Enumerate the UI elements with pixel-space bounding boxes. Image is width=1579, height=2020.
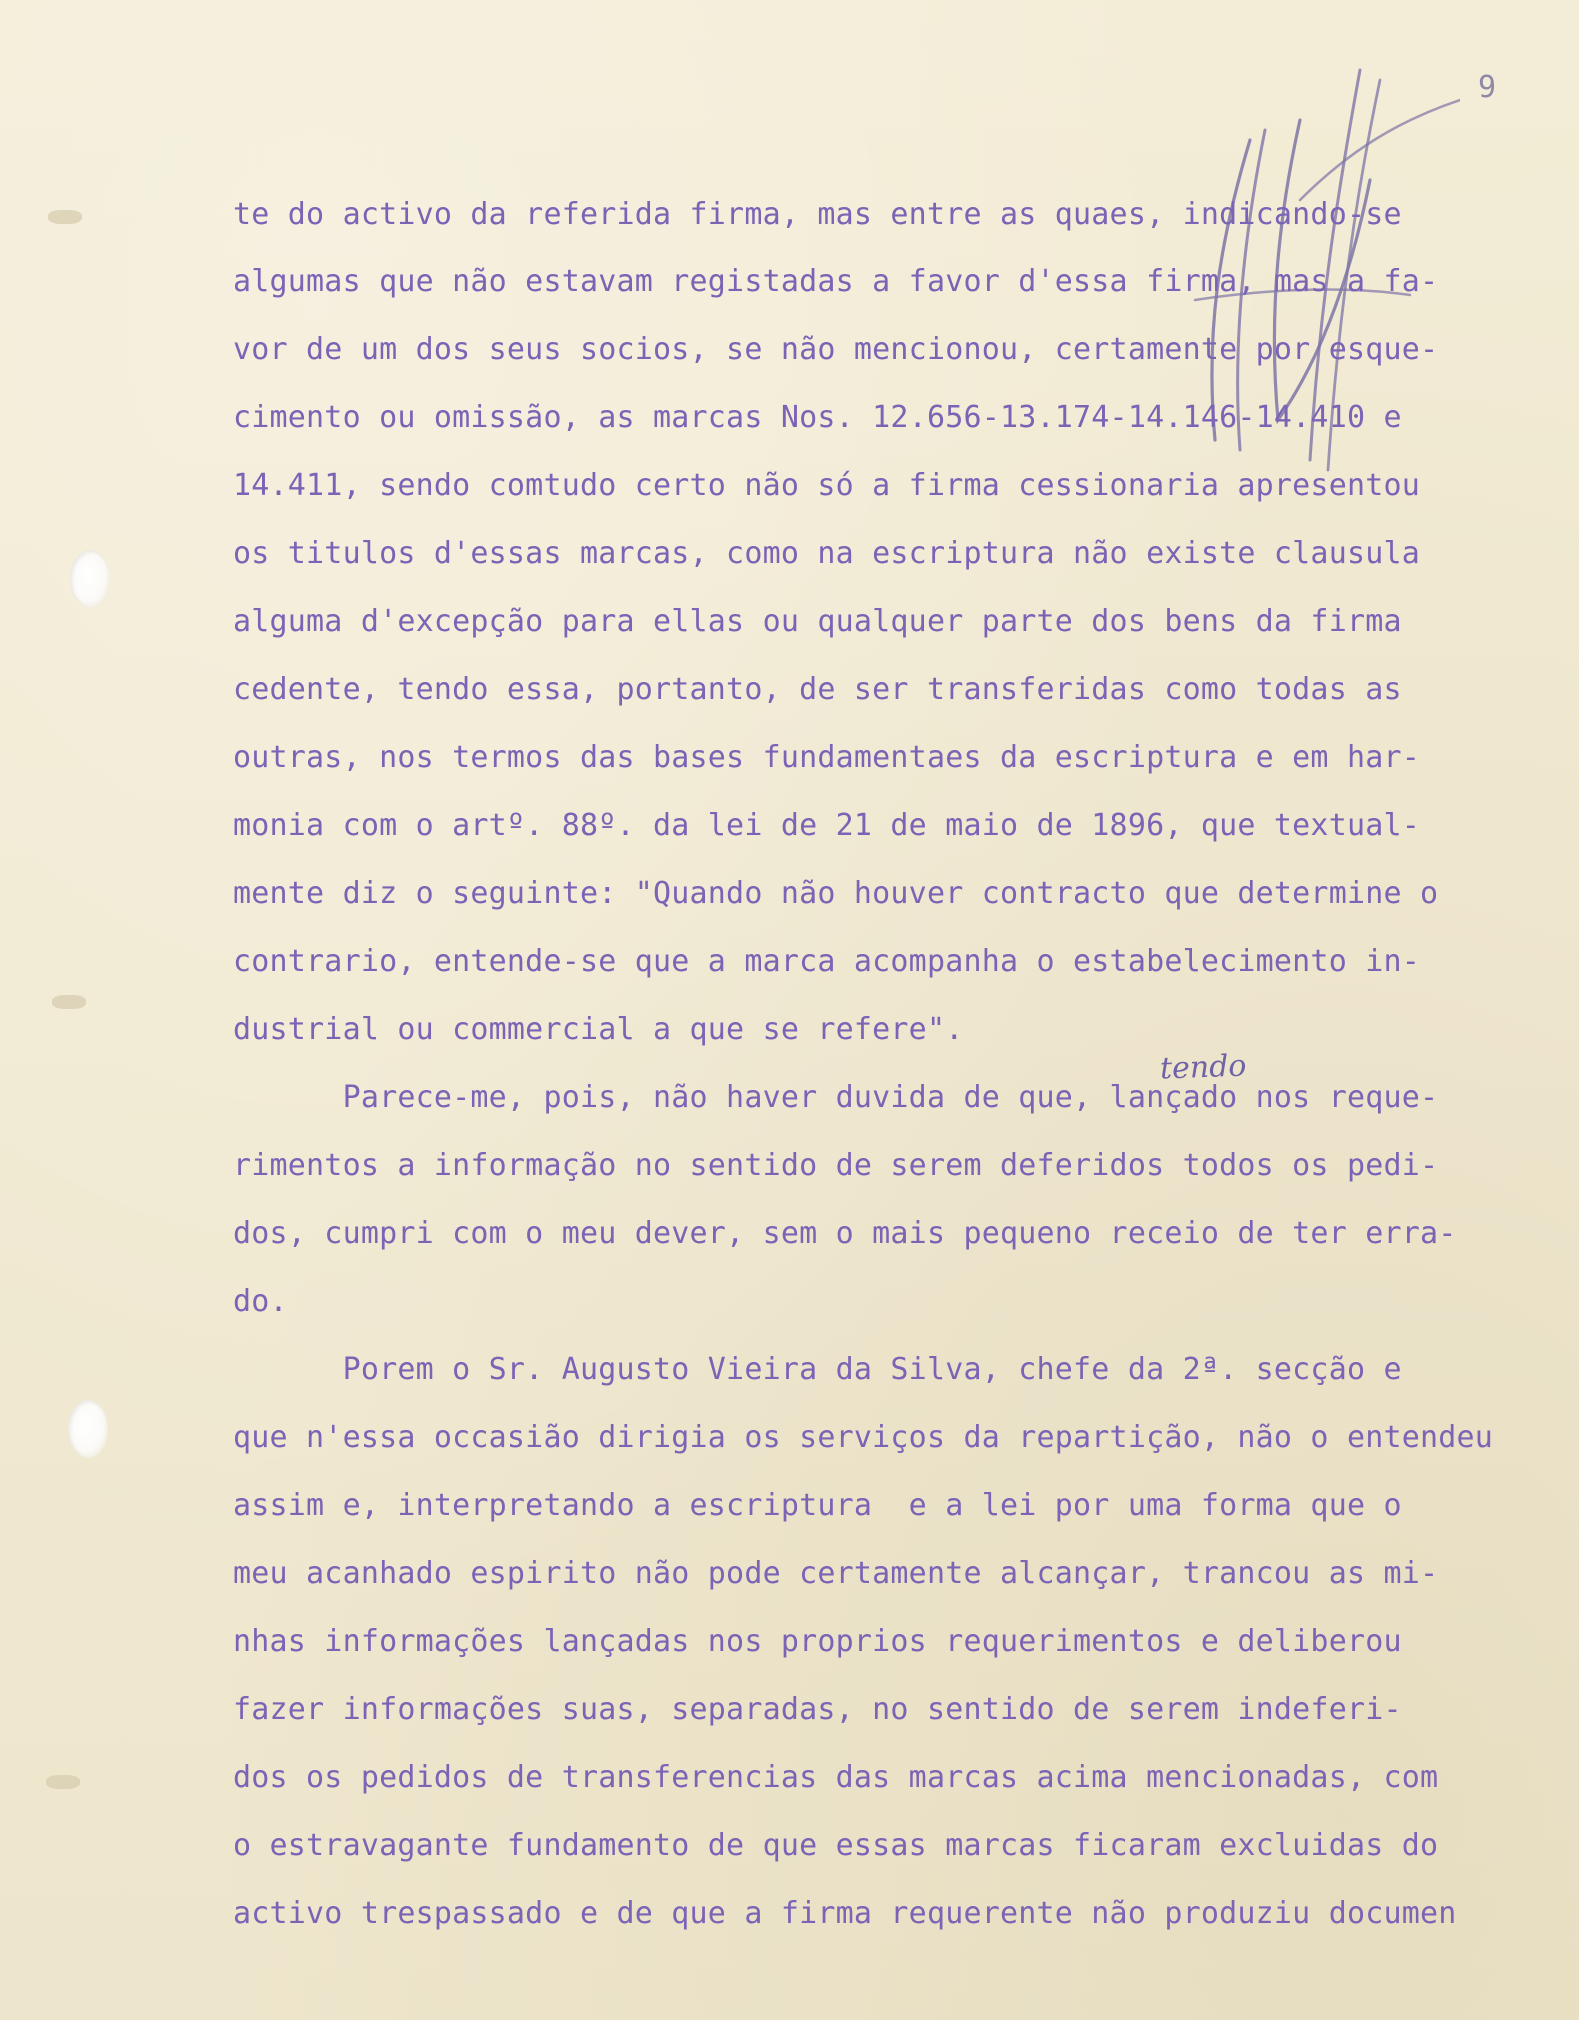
text-line-5: 14.411, sendo comtudo certo não só a firma cessionaria apresentou [233,468,1420,503]
text-line-12: contrario, entende-se que a marca acompanha o estabelecimento in- [233,944,1420,979]
text-line-1: te do activo da referida firma, mas entre as quaes, indicando-se [233,197,1402,232]
text-line-14: Parece-me, pois, não haver duvida de que, lançado nos reque- [233,1080,1439,1115]
text-line-26: activo trespassado e de que a firma requerente não produziu documen [233,1896,1457,1931]
text-line-24: dos os pedidos de transferencias das marcas acima mencionadas, com [233,1760,1439,1795]
text-line-13: dustrial ou commercial a que se refere". [233,1012,964,1047]
text-line-23: fazer informações suas, separadas, no sentido de serem indeferi- [233,1692,1402,1727]
text-line-15: rimentos a informação no sentido de serem deferidos todos os pedi- [233,1148,1439,1183]
text-line-9: outras, nos termos das bases fundamentaes da escriptura e em har- [233,740,1420,775]
text-line-22: nhas informações lançadas nos proprios requerimentos e deliberou [233,1624,1402,1659]
edge-mark-3 [46,1775,80,1789]
text-line-7: alguma d'excepção para ellas ou qualquer parte dos bens da firma [233,604,1402,639]
text-line-4: cimento ou omissão, as marcas Nos. 12.656-13.174-14.146-14.410 e [233,400,1402,435]
edge-mark-1 [48,210,82,224]
edge-mark-2 [52,995,86,1009]
text-line-19: que n'essa occasião dirigia os serviços da repartição, não o entendeu [233,1420,1494,1455]
interlinear-insertion: tendo [1159,1048,1247,1087]
text-line-16: dos, cumpri com o meu dever, sem o mais pequeno receio de ter erra- [233,1216,1457,1251]
punch-hole-top [70,550,110,608]
text-line-10: monia com o artº. 88º. da lei de 21 de maio de 1896, que textual- [233,808,1420,843]
page-number: 9 [1478,70,1497,105]
text-line-6: os titulos d'essas marcas, como na escriptura não existe clausula [233,536,1420,571]
text-line-11: mente diz o seguinte: "Quando não houver contracto que determine o [233,876,1439,911]
text-line-3: vor de um dos seus socios, se não mencionou, certamente por esque- [233,332,1439,367]
text-line-21: meu acanhado espirito não pode certamente alcançar, trancou as mi- [233,1556,1439,1591]
punch-hole-bottom [68,1400,108,1458]
text-line-25: o estravagante fundamento de que essas marcas ficaram excluidas do [233,1828,1439,1863]
text-line-2: algumas que não estavam registadas a favor d'essa firma, mas a fa- [233,264,1439,299]
text-line-17: do. [233,1284,288,1319]
text-line-8: cedente, tendo essa, portanto, de ser transferidas como todas as [233,672,1402,707]
text-line-20: assim e, interpretando a escriptura e a lei por uma forma que o [233,1488,1402,1523]
text-line-18: Porem o Sr. Augusto Vieira da Silva, chefe da 2ª. secção e [233,1352,1402,1387]
